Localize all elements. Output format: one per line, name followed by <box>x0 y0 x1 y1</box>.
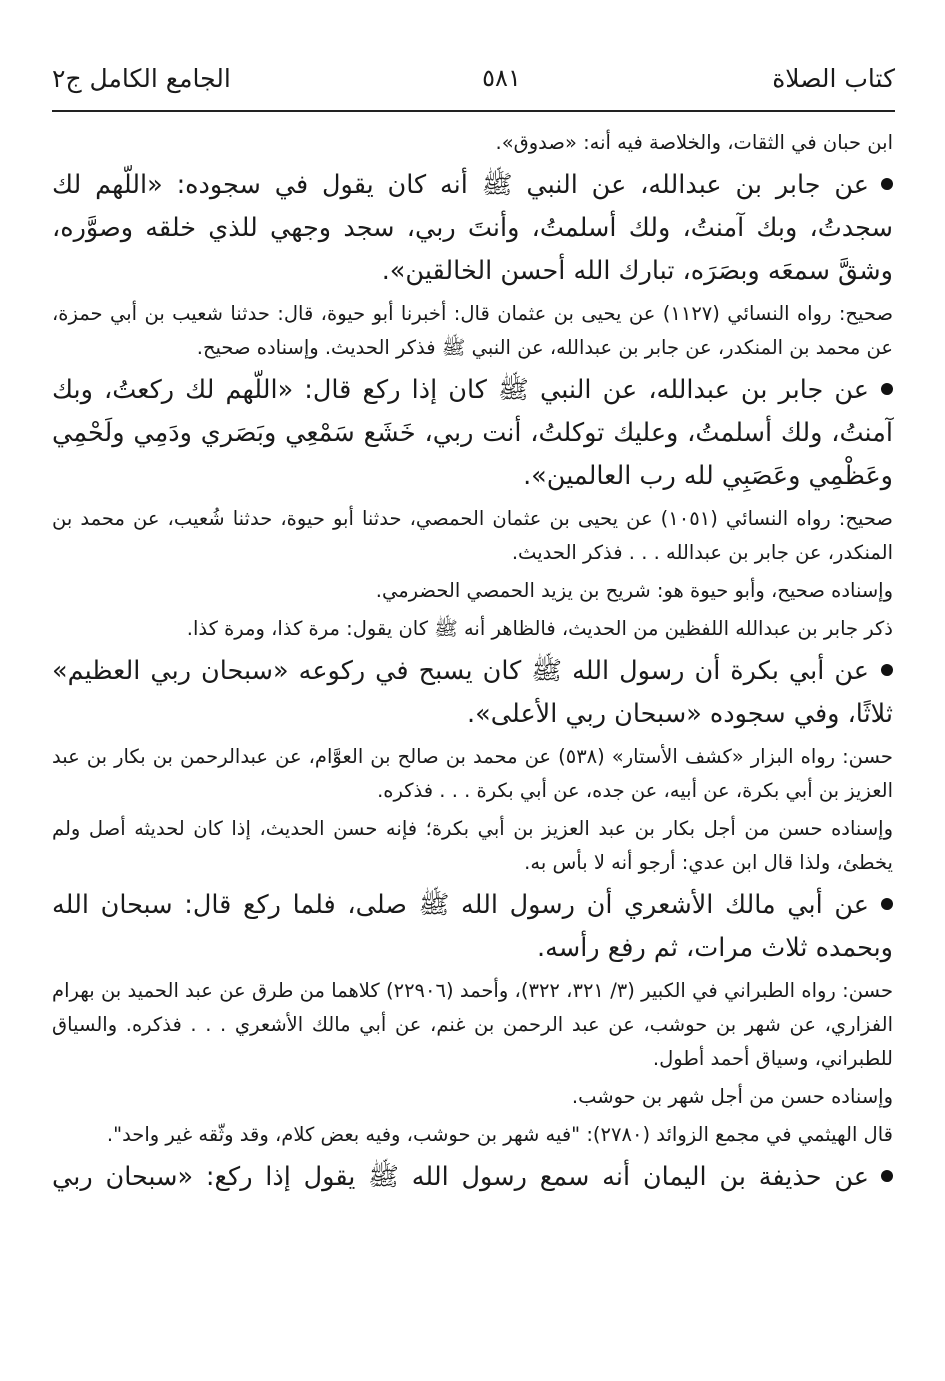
note-paragraph <box>52 812 893 880</box>
paragraph-text: عن أبي مالك الأشعري أن رسول الله ﷺ صلى، فلما ركع قال: سبحان الله وبحمده ثلاث مرات، ثم رفع رأسه. <box>52 890 893 963</box>
paragraph-text: صحيح: رواه النسائي (١١٢٧) عن يحيى بن عثمان قال: أخبرنا أبو حيوة، قال: حدثنا شعيب بن أبي حمزة، عن محمد بن المنكدر، عن جابر بن عبدالله، عن النبي ﷺ فذكر الحديث. وإسناده صحيح. <box>52 302 894 359</box>
paragraph-text: صحيح: رواه النسائي (١٠٥١) عن يحيى بن عثمان الحمصي، حدثنا أبو حيوة، حدثنا شُعيب، عن محمد بن المنكدر، عن جابر بن عبدالله . . . فذكر الحديث. <box>52 507 893 564</box>
note-paragraph <box>52 502 893 570</box>
page-number: ٥٨١ <box>482 64 521 92</box>
paragraph-text: وإسناده حسن من أجل بكار بن عبد العزيز بن أبي بكرة؛ فإنه حسن الحديث، إذا كان لحديثه أصل ولم يخطئ، ولذا قال ابن عدي: أرجو أنه لا بأس به. <box>52 817 893 874</box>
header-rule <box>52 110 895 112</box>
note-paragraph <box>52 740 893 808</box>
paragraph-text: عن أبي بكرة أن رسول الله ﷺ كان يسبح في ركوعه «سبحان ربي العظيم» ثلاثًا، وفي سجوده «سبحان ربي الأعلى». <box>52 656 893 729</box>
note-paragraph <box>52 1118 893 1152</box>
bullet-icon <box>881 383 893 395</box>
page-body <box>52 126 893 1371</box>
hadith-paragraph <box>52 369 893 498</box>
hadith-paragraph <box>52 650 893 736</box>
paragraph-text: وإسناده حسن من أجل شهر بن حوشب. <box>571 1085 893 1108</box>
book-title: كتاب الصلاة <box>772 63 895 93</box>
volume-title: الجامع الكامل ج٢ <box>52 63 231 93</box>
note-paragraph <box>52 297 893 365</box>
note-paragraph <box>52 612 893 646</box>
paragraph-text: وإسناده صحيح، وأبو حيوة هو: شريح بن يزيد الحمصي الحضرمي. <box>375 579 893 602</box>
note-paragraph <box>52 974 893 1076</box>
bullet-icon <box>881 1170 893 1182</box>
paragraph-text: حسن: رواه الطبراني في الكبير (٣/ ٣٢١، ٣٢٢)، وأحمد (٢٢٩٠٦) كلاهما من طرق عن عبد الحميد بن بهرام الفزاري، عن شهر بن حوشب، عن عبد الرحمن بن غنم، عن أبي مالك الأشعري . . . فذكره. والسياق للطبراني، وسياق أحمد أطول. <box>52 979 893 1070</box>
bullet-icon <box>881 178 893 190</box>
note-paragraph <box>52 1080 893 1114</box>
paragraph-text: ابن حبان في الثقات، والخلاصة فيه أنه: «صدوق». <box>495 131 893 154</box>
page-header <box>52 52 895 104</box>
bullet-icon <box>881 664 893 676</box>
paragraph-text: حسن: رواه البزار «كشف الأستار» (٥٣٨) عن محمد بن صالح بن العوَّام، عن عبدالرحمن بن بكار بن عبد العزيز بن أبي بكرة، عن أبيه، عن جده، عن أبي بكرة . . . فذكره. <box>52 745 893 802</box>
hadith-paragraph <box>52 1156 893 1199</box>
bullet-icon <box>881 898 893 910</box>
note-paragraph <box>52 574 893 608</box>
paragraph-text: عن حذيفة بن اليمان أنه سمع رسول الله ﷺ يقول إذا ركع: «سبحان ربي <box>52 1162 869 1192</box>
hadith-paragraph <box>52 884 893 970</box>
paragraph-text: ذكر جابر بن عبدالله اللفظين من الحديث، فالظاهر أنه ﷺ كان يقول: مرة كذا، ومرة كذا. <box>186 617 893 640</box>
paragraph-text: عن جابر بن عبدالله، عن النبي ﷺ كان إذا ركع قال: «اللّهم لك ركعتُ، وبك آمنتُ، ولك أسلمتُ، وعليك توكلتُ، أنت ربي، خَشَع سَمْعِي وبَصَري ودَمِي ولَحْمِي وعَظْمِي وعَصَبِي لله رب العالمين». <box>52 375 893 491</box>
hadith-paragraph <box>52 164 893 293</box>
paragraph-text: قال الهيثمي في مجمع الزوائد (٢٧٨٠): "فيه شهر بن حوشب، وفيه بعض كلام، وقد وثّقه غير واحد". <box>106 1123 893 1146</box>
note-paragraph <box>52 126 893 160</box>
paragraph-text: عن جابر بن عبدالله، عن النبي ﷺ أنه كان يقول في سجوده: «اللّهم لك سجدتُ، وبك آمنتُ، ولك أسلمتُ، وأنتَ ربي، سجد وجهي للذي خلقه وصوَّره، وشقَّ سمعَه وبصَرَه، تبارك الله أحسن الخالقين». <box>52 170 893 286</box>
